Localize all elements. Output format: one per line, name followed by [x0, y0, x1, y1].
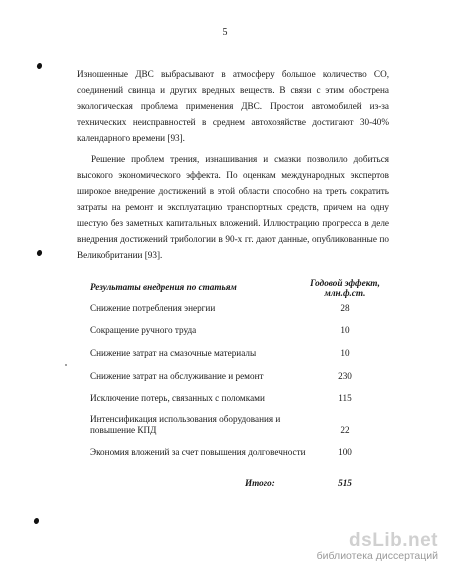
- punch-hole-mark: [36, 62, 43, 69]
- watermark-subtitle: библиотека диссертаций: [316, 550, 438, 562]
- row-label: Снижение затрат на смазочные материалы: [90, 348, 257, 358]
- watermark: [298, 530, 438, 562]
- row-label: Экономия вложений за счет повышения долговечности: [90, 447, 306, 457]
- row-value: 28: [340, 303, 350, 313]
- row-value: 100: [338, 447, 352, 457]
- row-label: Снижение потребления энергии: [90, 303, 216, 313]
- row-label: Интенсификация использования оборудования и повышение КПД: [90, 414, 281, 435]
- table-header-results: Результаты внедрения по статьям: [90, 282, 237, 292]
- row-label: Сокращение ручного труда: [90, 325, 197, 335]
- table-header-effect: [300, 278, 390, 298]
- table-header-effect-line1: Годовой эффект,: [310, 278, 380, 288]
- total-label: Итого:: [245, 478, 275, 488]
- punch-hole-mark: [33, 517, 40, 524]
- scan-speck: [65, 364, 68, 367]
- row-value: 115: [338, 393, 352, 403]
- row-value: 10: [340, 325, 350, 335]
- paragraph-tribology: Решение проблем трения, изнашивания и смазки позволило добиться высокого экономического эффекта. По оценкам международных экспертов широкое внедрение достижений в этой области способно на треть сократить затраты на ремонт и эксплуатацию транспортных средств, причем на одну шестую без заметных капитальных вложений. Иллюстрацию прогресса в деле внедрения достижений трибологии в 90-х гг. дают данные, опубликованные по Великобритании [93].: [77, 154, 389, 260]
- page-number: 5: [222, 27, 228, 38]
- punch-hole-mark: [36, 249, 43, 256]
- row-value: 22: [340, 425, 350, 435]
- row-value: 230: [338, 371, 352, 381]
- row-label: Снижение затрат на обслуживание и ремонт: [90, 371, 264, 381]
- total-value: 515: [338, 478, 352, 488]
- paragraph-intro: Изношенные ДВС выбрасывают в атмосферу большое количество СО, соединений свинца и других вредных веществ. В связи с этим обострена экологическая проблема применения ДВС. Простои автомобилей из-за технических неисправностей в среднем автохозяйстве достигают 30-40% календарного времени [93].: [77, 69, 389, 143]
- table-header-effect-unit: млн.ф.ст.: [324, 288, 366, 298]
- watermark-logo: dsLib.net: [349, 530, 438, 551]
- row-value: 10: [340, 348, 350, 358]
- row-label: Исключение потерь, связанных с поломками: [90, 393, 265, 403]
